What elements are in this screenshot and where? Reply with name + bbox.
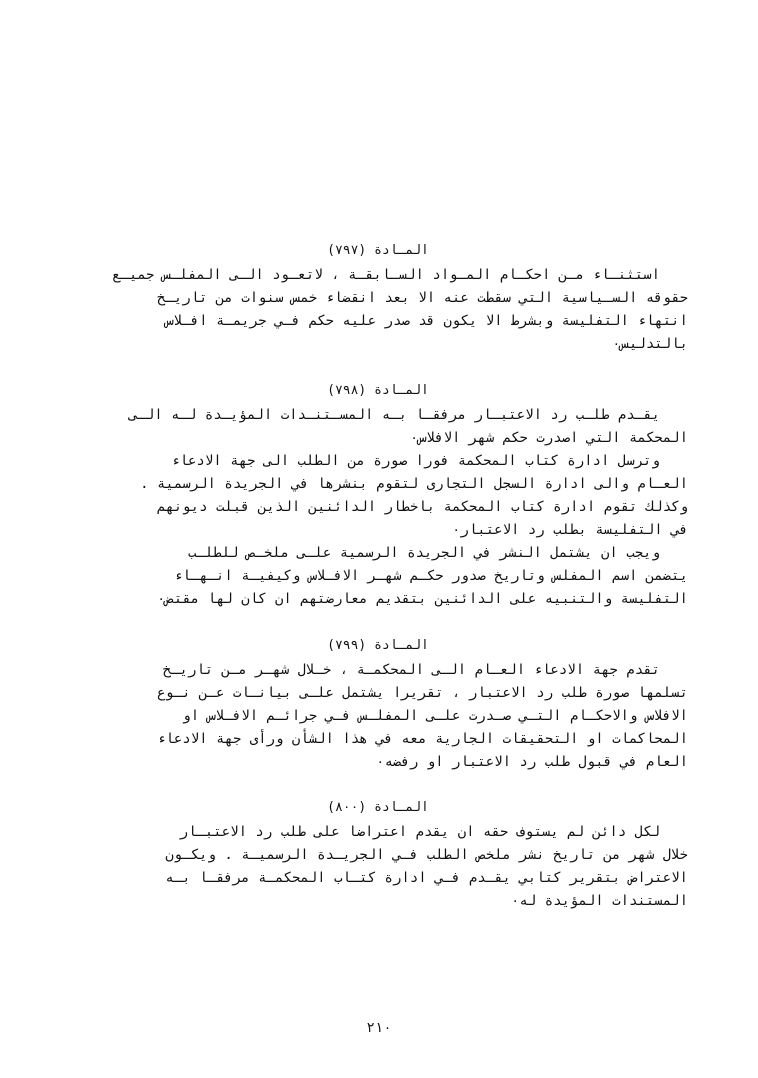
article-body <box>68 821 688 913</box>
article-title: المـادة (٧٩٧) <box>327 243 429 258</box>
text-line: الاعتراض بتقرير كتابي يقـدم فـي ادارة كتـاب المحكمـة مرفقـا بـه <box>165 870 688 886</box>
text-line: حقوقه السـياسية التي سقطت عنه الا بعد انقضاء خمس سنوات من تاريـخ <box>156 290 688 306</box>
text-line: تقدم جهة الادعاء العـام الـى المحكمـة ، خـلال شهـر مـن تاريـخ <box>162 662 660 678</box>
text-line: المستندات المؤيدة له٠ <box>510 893 688 909</box>
text-line: المحاكمات او التحقيقات الجارية معه في هذا الشأن ورأى جهة الادعاء <box>156 731 688 747</box>
text-line: التفليسة والتنبيه على الدائنين بتقديم معارضتهم ان كان لها مقتض٠ <box>156 591 688 607</box>
text-line: استثنـاء مـن احكـام المـواد السـابقـة ، لاتعـود الـى المفلـس جميـع <box>112 267 660 283</box>
text-line: بالتدليس٠ <box>612 336 688 352</box>
text-line: يقـدم طلـب رد الاعتبـار مرفقـا بـه المسـتنـدات المؤيـدة لـه الـى <box>128 407 660 423</box>
article-799 <box>68 635 688 774</box>
text-line: الافلاس والاحكـام التـي صـدرت علـى المفلـس فـي جرائـم الافـلاس او <box>182 708 688 724</box>
article-title: المـادة (٨٠٠) <box>327 800 429 815</box>
page-number: ٢١٠ <box>366 1020 392 1036</box>
article-798 <box>68 380 688 611</box>
text-line: لكل دائن لم يستوف حقه ان يقدم اعتراضا على طلب رد الاعتبـار <box>179 824 660 840</box>
article-title: المـادة (٧٩٩) <box>327 638 429 653</box>
text-line: وكذلك تقوم ادارة كتاب المحكمة باخطار الدائنين الذين قبلت ديونهم <box>156 499 688 515</box>
article-body <box>68 264 688 356</box>
text-line: يتضمن اسم المفلس وتاريخ صدور حكـم شهـر الافـلاس وكيفيـة انـهـاء <box>173 568 688 584</box>
text-line: تسلمها صورة طلب رد الاعتبار ، تقريرا يشتمل علـى بيانـات عـن نـوع <box>156 685 688 701</box>
text-line: وترسل ادارة كتاب المحكمة فورا صورة من الطلب الى جهة الادعاء <box>171 453 660 469</box>
article-797 <box>68 240 688 356</box>
text-line: العام في قبول طلب رد الاعتبار او رفضه٠ <box>376 754 688 770</box>
article-body <box>68 404 688 611</box>
text-line: المحكمة التي اصدرت حكم شهر الافلاس٠ <box>409 430 688 446</box>
text-line: خلال شهر من تاريخ نشر ملخص الطلب فـي الجريـدة الرسميـة . ويكـون <box>165 847 688 863</box>
text-line: انتهاء التفليسة وبشرط الا يكون قد صدر عليه حكم فـي جريمـة افـلاس <box>165 313 688 329</box>
article-body <box>68 659 688 774</box>
text-line: ويجب ان يشتمل النشر في الجريدة الرسمية علـى ملخـص للطلـب <box>187 545 660 561</box>
article-800 <box>68 797 688 913</box>
text-line: العـام والى ادارة السجل التجارى لتقوم بنشرها في الجريدة الرسمية . <box>140 476 688 492</box>
text-line: في التفليسة بطلب رد الاعتبار٠ <box>451 522 688 538</box>
article-title: المـادة (٧٩٨) <box>327 383 429 398</box>
